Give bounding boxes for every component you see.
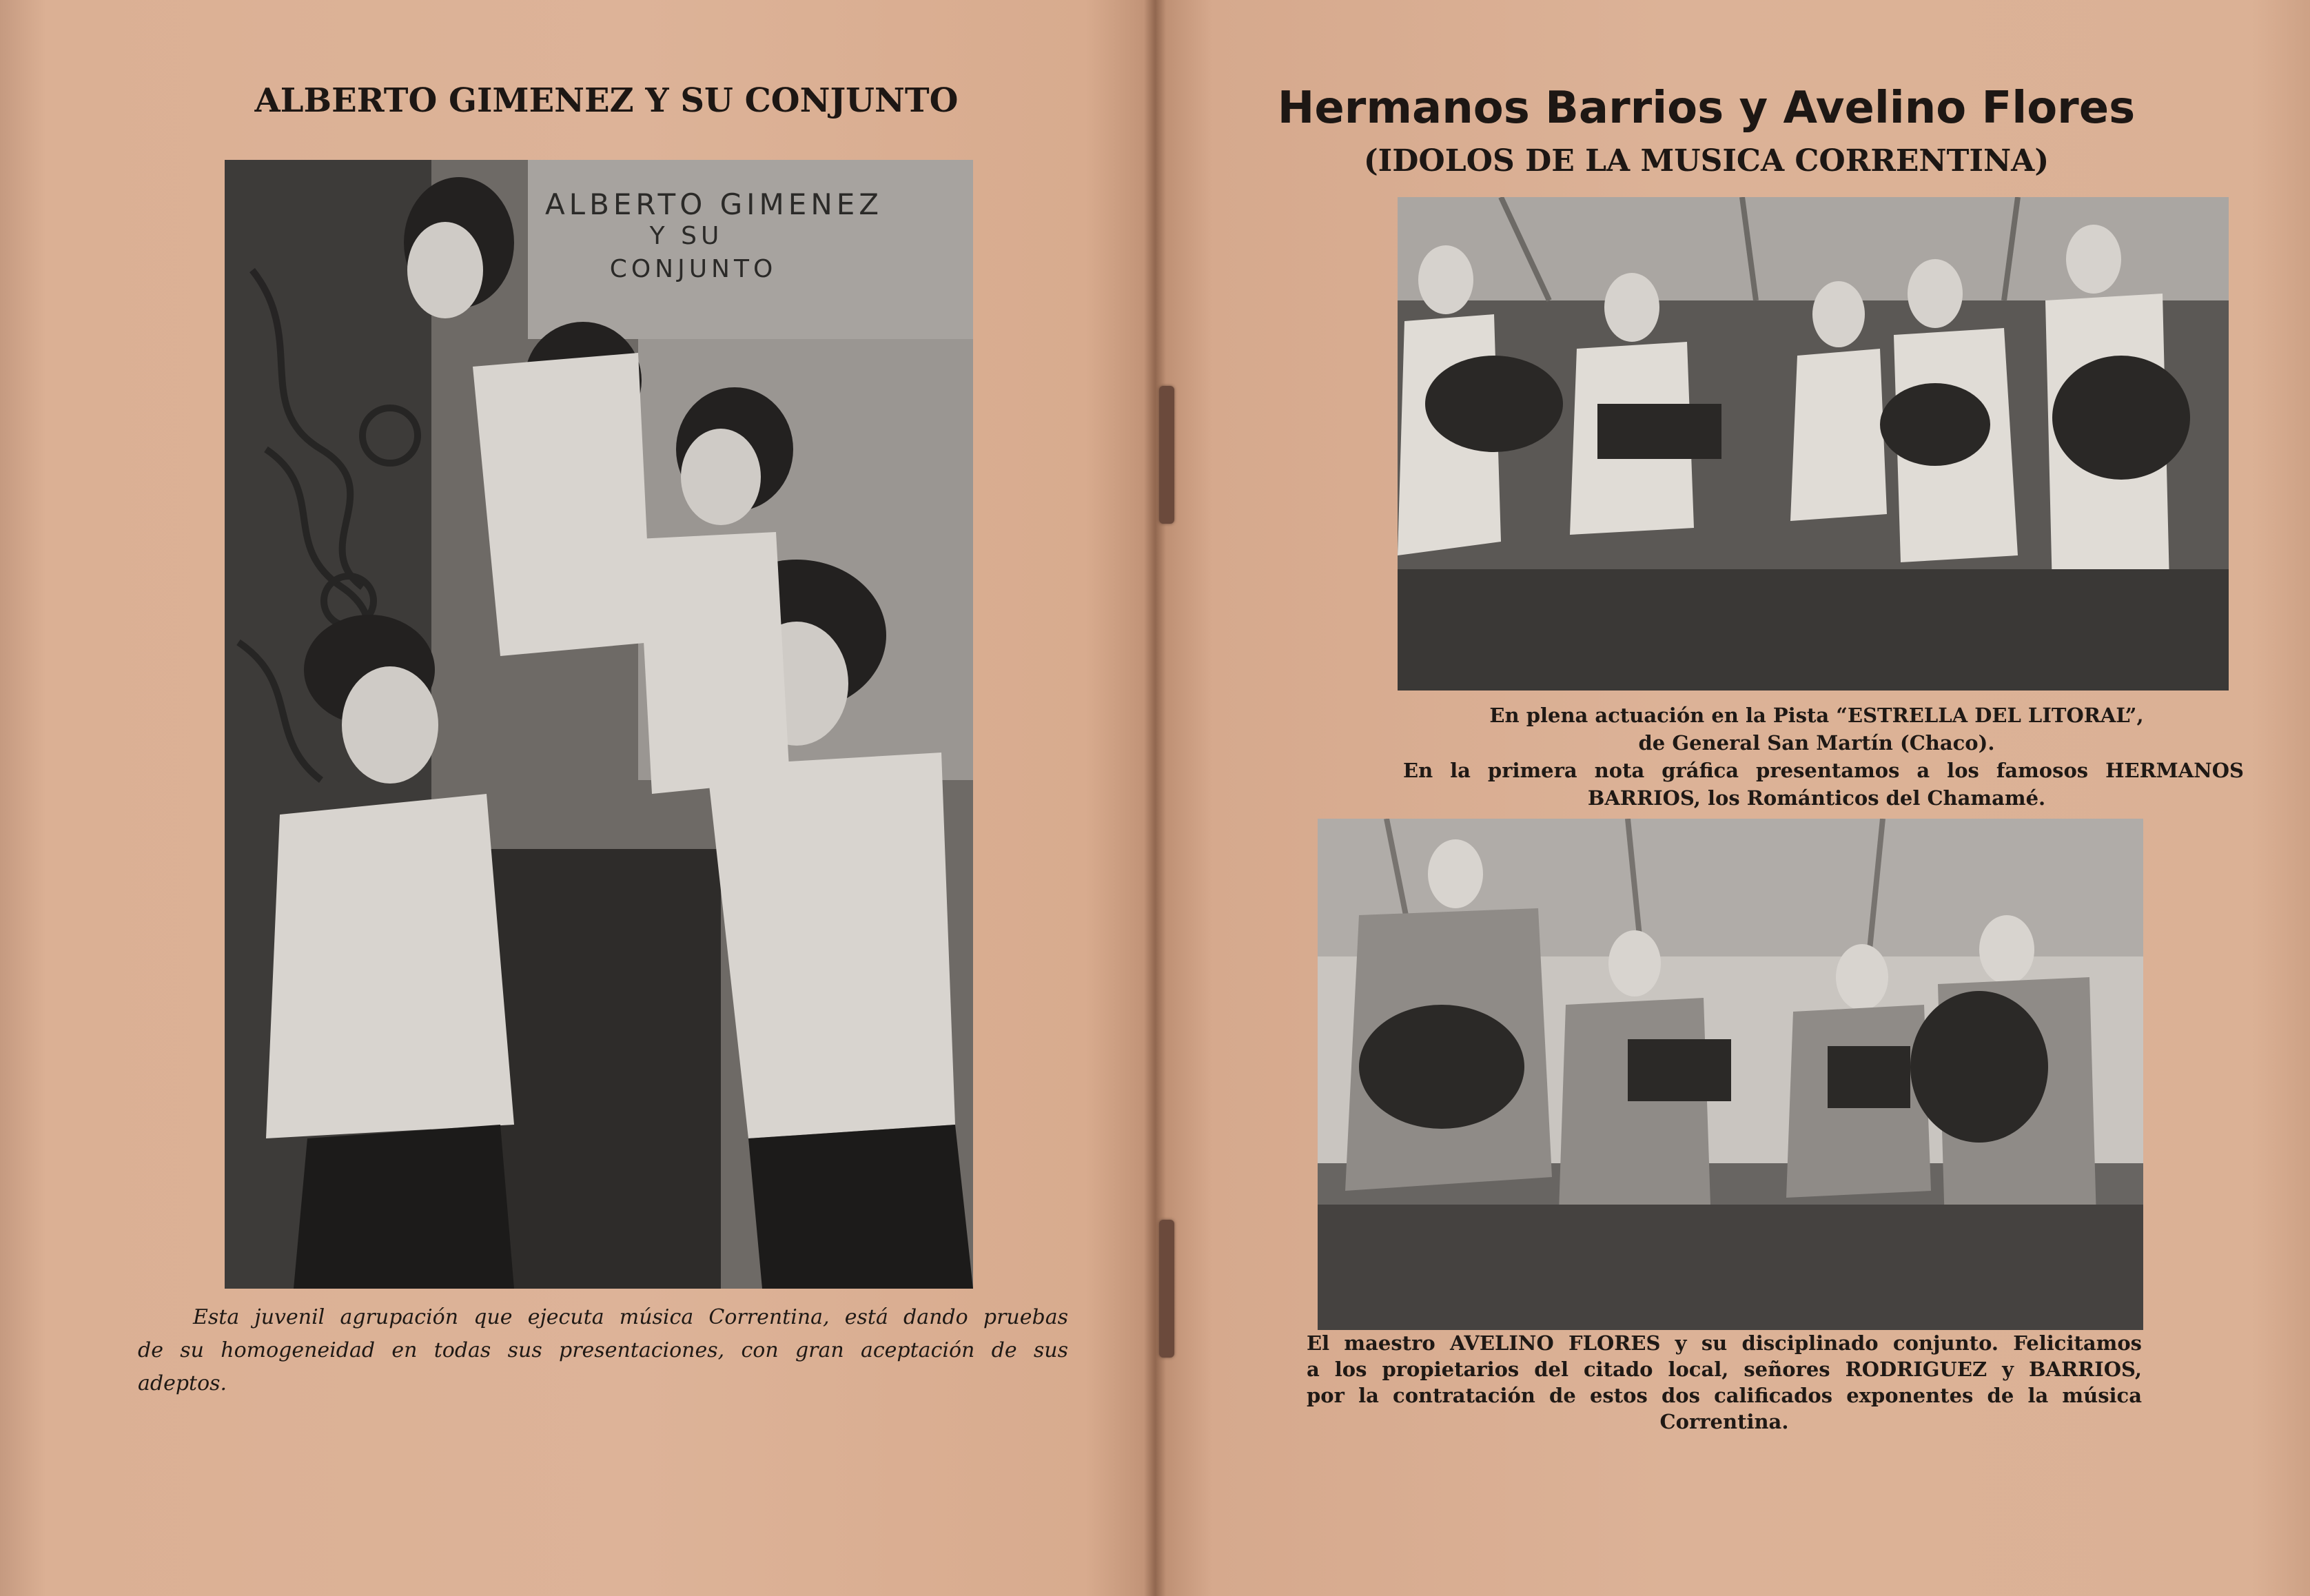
af-caption-line-2: a los propietarios del citado local, señores RODRIGUEZ y BARRIOS, (1307, 1358, 2142, 1381)
left-photo-caption (138, 1301, 1068, 1400)
hermanos-barrios-photo-shapes (1398, 197, 2229, 690)
hb-caption-line-3: En la primera nota gráfica presentamos a los famosos HERMANOS (1403, 759, 2244, 782)
photo-sign-line-2: Y SU (649, 222, 724, 250)
staple-top (1159, 386, 1174, 524)
hb-caption-line-1: En plena actuación en la Pista “ESTRELLA DEL LITORAL”, (1489, 704, 2144, 727)
af-caption-line-3: por la contratación de estos dos calificados exponentes de la música (1307, 1384, 2142, 1407)
right-page (1155, 0, 2310, 1596)
af-caption-line-4: Correntina. (1659, 1410, 1789, 1433)
left-caption-line-3: adeptos. (138, 1371, 227, 1395)
right-page-subtitle: (IDOLOS DE LA MUSICA CORRENTINA) (1363, 143, 2050, 178)
hb-caption-line-4: BARRIOS, los Románticos del Chamamé. (1587, 786, 2046, 810)
left-page-title: ALBERTO GIMENEZ Y SU CONJUNTO (254, 81, 959, 120)
af-caption-line-1: El maestro AVELINO FLORES y su disciplinado conjunto. Felicitamos (1307, 1331, 2142, 1355)
photo-sign-line-3: CONJUNTO (609, 255, 777, 283)
hb-caption-line-2: de General San Martín (Chaco). (1638, 731, 1995, 755)
left-caption-line-2: de su homogeneidad en todas sus presentaciones, con gran aceptación de sus (138, 1338, 1068, 1362)
avelino-flores-caption (1307, 1330, 2142, 1435)
alberto-gimenez-group-photo (225, 160, 973, 1289)
staple-bottom (1159, 1220, 1174, 1358)
hermanos-barrios-photo (1398, 197, 2229, 690)
photo-sign-line-1: ALBERTO GIMENEZ (544, 187, 883, 221)
avelino-flores-photo-shapes (1318, 819, 2143, 1330)
group-photo-shapes (225, 160, 973, 1289)
avelino-flores-photo (1318, 819, 2143, 1330)
hermanos-barrios-caption (1389, 702, 2244, 812)
right-page-title: Hermanos Barrios y Avelino Flores (1277, 83, 2136, 134)
left-caption-line-1: Esta juvenil agrupación que ejecuta música Correntina, está dando pruebas (193, 1305, 1068, 1329)
